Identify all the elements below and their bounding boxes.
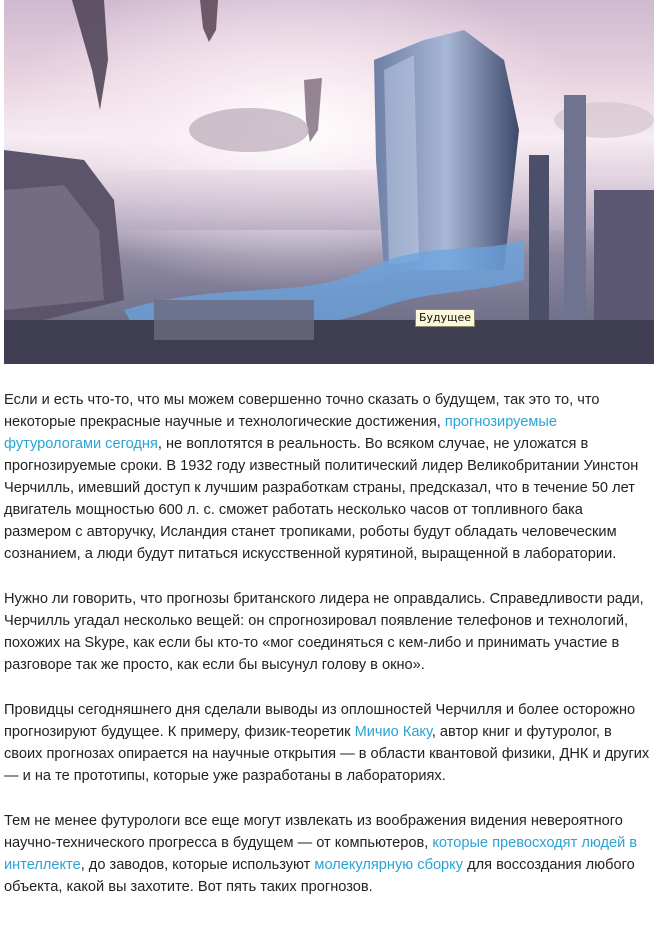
tower-highlight: [384, 55, 419, 265]
paragraph-text: для воссоздания любого объекта, какой вы захотите. Вот пять таких прогнозов.: [4, 857, 635, 895]
futuristic-city-illustration: [4, 0, 654, 364]
image-tooltip: Будущее: [415, 309, 475, 327]
paragraph-text: , автор книг и футуролог, в своих прогнозах опирается на научные открытия — в области квантовой физики, ДНК и других — и на те прототипы, которые уже разработаны в лабораториях.: [4, 724, 650, 784]
plaza: [154, 300, 314, 340]
paragraph-text: , до заводов, которые используют: [80, 857, 315, 873]
paragraph: [4, 588, 654, 676]
paragraph-text: Если и есть что-то, что мы можем совершенно точно сказать о будущем, так это то, что некоторые прекрасные научные и технологические достижения,: [4, 392, 600, 430]
link-superhuman-computers[interactable]: которые превосходят людей в интеллекте: [4, 835, 638, 873]
cloud: [189, 108, 309, 152]
paragraph-text: Нужно ли говорить, что прогнозы британского лидера не оправдались. Справедливости ради, Черчилль угадал несколько вещей: он спрогнозировал появление телефонов и технологий, похожих на Skype, как если бы кто-то «мог соединяться с кем-либо и принимать участие в разговоре так же просто, как если бы высунул голову в окно».: [4, 591, 644, 673]
paragraph: [4, 810, 654, 898]
article-body: [4, 389, 654, 921]
foreground-city: [4, 320, 654, 364]
paragraph: [4, 389, 654, 565]
link-futurologists-predictions[interactable]: прогнозируемые футурологами сегодня: [4, 414, 558, 452]
hero-image: [4, 0, 654, 364]
paragraph-text: , не воплотятся в реальность. Во всяком случае, не уложатся в прогнозируемые сроки. В 1932 году известный политический лидер Великобритании Уинстон Черчилль, имевший доступ к лучшим разработкам страны, предсказал, что в течение 50 лет двигатель мощностью 600 л. с. сможет работать несколько часов от топливного бака размером с авторучку, Исландия станет тропиками, роботы будут обладать человеческим сознанием, а люди будут питаться искусственной курятиной, выращенной в лаборатории.: [4, 436, 639, 562]
link-michio-kaku[interactable]: Мичио Каку: [354, 724, 432, 740]
link-molecular-assembly[interactable]: молекулярную сборку: [314, 857, 464, 873]
paragraph-text: Тем не менее футурологи все еще могут извлекать из воображения видения невероятного научно-технического прогресса в будущем — от компьютеров,: [4, 813, 623, 851]
paragraph-text: Провидцы сегодняшнего дня сделали выводы из оплошностей Черчилля и более осторожно прогнозируют будущее. К примеру, физик-теоретик: [4, 702, 636, 740]
skyscraper: [564, 95, 586, 345]
paragraph: [4, 699, 654, 787]
skyscraper: [529, 155, 549, 335]
